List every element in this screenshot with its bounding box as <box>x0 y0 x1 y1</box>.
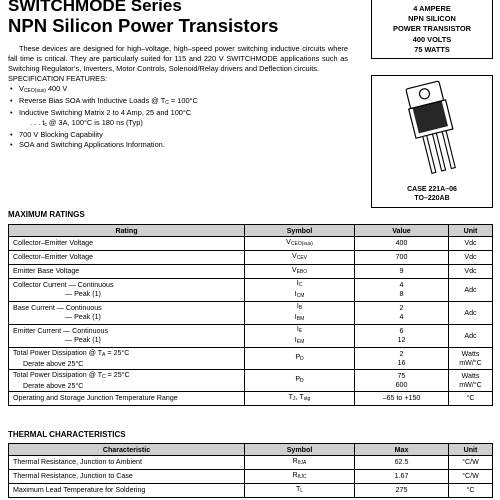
thermal-table <box>8 443 493 498</box>
value-line: 62.5 <box>394 458 409 466</box>
symbol-cell <box>245 237 355 251</box>
value-line: 600 <box>395 380 408 389</box>
spec-line: 75 WATTS <box>414 44 450 54</box>
unit-line: °C <box>466 394 475 402</box>
symbol-line: $P_D$ <box>295 353 304 362</box>
spec-line: NPN SILICON <box>408 14 456 24</box>
value-line: 700 <box>395 253 408 261</box>
feature-item: • $V_{CEO(sus)}$ 400 V <box>8 84 348 96</box>
unit-line: Vdc <box>464 267 477 275</box>
value-cell <box>355 348 449 370</box>
col-header: Characteristic <box>9 444 245 456</box>
unit-line: °C <box>466 486 475 494</box>
subscript: CEO(sus) <box>290 241 313 247</box>
value-cell <box>355 251 449 265</box>
unit-line: °C/W <box>462 458 479 466</box>
table-header-row <box>9 444 493 456</box>
symbol-line: $T_L$ <box>295 485 304 494</box>
subscript: J <box>293 396 296 402</box>
rating-line: Collector–Emitter Voltage <box>13 239 94 247</box>
symbol-line: $R_{\theta JA}$ <box>292 457 307 466</box>
description <box>8 44 348 150</box>
value-line: 400 <box>395 239 408 247</box>
rating-line: Derate above 25°C <box>23 359 84 368</box>
package-caption <box>372 185 492 203</box>
value-cell <box>355 302 449 325</box>
rating-line: Maximum Lead Temperature for Soldering <box>13 486 146 494</box>
rating-line: Total Power Dissipation @ $T_C = 25^\circ C$ <box>13 370 130 380</box>
unit-line: Adc <box>464 285 477 294</box>
title-product: NPN Silicon Power Transistors <box>8 15 279 36</box>
symbol-cell <box>245 302 355 325</box>
table-row <box>9 484 493 498</box>
unit-cell <box>449 251 493 265</box>
rating-cell <box>9 392 245 406</box>
symbol-line: $R_{\theta JC}$ <box>292 471 307 480</box>
unit-line: mW/°C <box>459 358 482 367</box>
case-number: CASE 221A–06 <box>407 186 457 193</box>
table-row <box>9 265 493 279</box>
unit-cell <box>449 348 493 370</box>
feature-item: • 700 V Blocking Capability <box>8 130 348 140</box>
rating-line: Base Current — Continuous <box>13 304 102 312</box>
value-cell <box>355 456 449 470</box>
value-cell <box>355 279 449 302</box>
rating-cell <box>9 484 245 498</box>
rating-line: Thermal Resistance, Junction to Case <box>13 472 133 480</box>
subscript: BM <box>296 316 305 322</box>
max-ratings-title: MAXIMUM RATINGS <box>8 210 85 219</box>
rating-line: — Peak (1) <box>65 290 101 298</box>
value-cell <box>355 484 449 498</box>
feature-item: • SOA and Switching Applications Information. <box>8 140 348 150</box>
unit-line: mW/°C <box>459 380 482 389</box>
col-header: Symbol <box>245 444 355 456</box>
rating-line: Thermal Resistance, Junction to Ambient <box>13 458 142 466</box>
value-line: 4 <box>399 313 404 321</box>
symbol-cell <box>245 456 355 470</box>
unit-cell <box>449 237 493 251</box>
symbol-cell <box>245 470 355 484</box>
symbol-line: $I_B$ <box>296 302 303 311</box>
rating-cell <box>9 370 245 392</box>
subscript: stg <box>303 396 311 402</box>
unit-line: Vdc <box>464 253 477 261</box>
feature-item: . . . $t_c$ @ 3A, 100°C is 180 ns (Typ) <box>30 118 143 128</box>
unit-line: Vdc <box>464 239 477 247</box>
value-cell <box>355 392 449 406</box>
subscript: θJA <box>297 460 307 466</box>
symbol-cell <box>245 370 355 392</box>
subscript: CEV <box>296 255 307 261</box>
unit-cell <box>449 470 493 484</box>
unit-cell <box>449 456 493 470</box>
subscript: CEO(sus) <box>23 88 46 94</box>
rating-cell <box>9 470 245 484</box>
value-line: 275 <box>395 486 408 494</box>
rating-line: Operating and Storage Junction Temperature Range <box>13 394 178 402</box>
symbol-line: $T_J$, $T_{stg}$ <box>288 393 311 402</box>
value-line: 8 <box>399 290 404 298</box>
subscript: EBO <box>296 269 308 275</box>
symbol-line: $V_{CEO(sus)}$ <box>286 238 313 247</box>
rating-line: Collector–Emitter Voltage <box>13 253 94 261</box>
symbol-cell <box>245 392 355 406</box>
value-line: 1.67 <box>394 472 409 480</box>
symbol-line: $I_{BM}$ <box>294 313 305 322</box>
rating-cell <box>9 237 245 251</box>
spec-line: 4 AMPERE <box>413 4 451 13</box>
rating-line: Emitter Base Voltage <box>13 267 80 275</box>
rating-line: Total Power Dissipation @ $T_A = 25^\circ C$ <box>13 348 130 358</box>
subscript: A <box>102 351 106 358</box>
symbol-cell <box>245 279 355 302</box>
feature-item: • Reverse Bias SOA with Inductive Loads @ $T_C = 100^\circ C$ <box>8 96 348 108</box>
spec-line: 400 VOLTS <box>412 34 452 44</box>
rating-cell <box>9 302 245 325</box>
unit-line: Adc <box>464 308 477 317</box>
symbol-cell <box>245 484 355 498</box>
table-row <box>9 237 493 251</box>
value-line: 9 <box>399 267 404 275</box>
table-row <box>9 348 493 370</box>
table-row <box>9 370 493 392</box>
unit-cell <box>449 279 493 302</box>
value-line: 16 <box>397 358 406 367</box>
symbol-line: $I_C$ <box>296 279 303 288</box>
unit-cell <box>449 265 493 279</box>
col-header: Rating <box>9 225 245 237</box>
unit-cell <box>449 302 493 325</box>
subscript: θJC <box>297 474 307 480</box>
rating-line: — Peak (1) <box>65 336 101 344</box>
table-row <box>9 325 493 348</box>
value-line: 75 <box>397 371 406 380</box>
subscript: C <box>165 100 169 106</box>
table-row <box>9 251 493 265</box>
symbol-line: $V_{EBO}$ <box>291 266 308 275</box>
value-cell <box>355 325 449 348</box>
table-header-row <box>9 225 493 237</box>
subscript: EM <box>296 339 305 345</box>
unit-line: Watts <box>461 349 480 358</box>
subscript: E <box>298 328 303 334</box>
rating-cell <box>9 265 245 279</box>
max-ratings-table <box>8 224 493 406</box>
unit-line: Watts <box>461 371 480 380</box>
unit-cell <box>449 370 493 392</box>
rating-line: — Peak (1) <box>65 313 101 321</box>
subscript: D <box>300 356 304 362</box>
unit-line: °C/W <box>462 472 479 480</box>
value-cell <box>355 237 449 251</box>
table-row <box>9 302 493 325</box>
subscript: L <box>300 488 304 494</box>
unit-cell <box>449 484 493 498</box>
symbol-line: $V_{CEV}$ <box>291 252 307 261</box>
rating-cell <box>9 251 245 265</box>
value-cell <box>355 470 449 484</box>
col-header: Unit <box>449 225 493 237</box>
features-heading: SPECIFICATION FEATURES: <box>8 74 108 83</box>
subscript: c <box>44 122 47 128</box>
table-row <box>9 279 493 302</box>
rating-line: Emitter Current — Continuous <box>13 327 109 335</box>
rating-cell <box>9 279 245 302</box>
subscript: C <box>298 282 303 288</box>
symbol-cell <box>245 348 355 370</box>
title-series: SWITCHMODE Series <box>8 0 182 15</box>
rating-line: Collector Current — Continuous <box>13 281 114 289</box>
symbol-line: $I_E$ <box>296 325 303 334</box>
symbol-line: $P_D$ <box>295 375 304 384</box>
symbol-line: $I_{EM}$ <box>294 336 305 345</box>
symbol-cell <box>245 251 355 265</box>
subscript: CM <box>296 293 305 299</box>
value-cell <box>355 265 449 279</box>
value-line: 6 <box>399 327 404 335</box>
subscript: C <box>102 373 106 380</box>
symbol-cell <box>245 265 355 279</box>
col-header: Symbol <box>245 225 355 237</box>
table-row <box>9 456 493 470</box>
unit-line: Adc <box>464 331 477 340</box>
col-header: Unit <box>449 444 493 456</box>
rating-cell <box>9 325 245 348</box>
spec-summary-box <box>371 0 493 59</box>
features-list <box>8 84 348 150</box>
thermal-title: THERMAL CHARACTERISTICS <box>8 430 126 439</box>
value-line: 12 <box>397 336 406 344</box>
table-row <box>9 392 493 406</box>
rating-line: Derate above 25°C <box>23 381 84 390</box>
rating-cell <box>9 456 245 470</box>
package-box <box>371 75 493 208</box>
value-line: 2 <box>399 349 404 358</box>
value-line: 2 <box>399 304 404 312</box>
col-header: Max <box>355 444 449 456</box>
spec-line: POWER TRANSISTOR <box>393 24 471 34</box>
rating-cell <box>9 348 245 370</box>
package-name: TO–220AB <box>414 195 450 202</box>
to220-package-illustration <box>372 78 492 178</box>
feature-item: • Inductive Switching Matrix 2 to 4 Amp, 25 and 100°C <box>8 108 348 118</box>
value-line: 4 <box>399 281 404 289</box>
description-paragraph: These devices are designed for high–voltage, high–speed power switching inductive circuits where fall time is critical. They are particularly suited for 115 and 220 V SWITCHMODE applications such as Switching Regulator’s, Inverters, Motor Controls, Solenoid/Relay drivers and Deflection circuits. <box>8 44 348 73</box>
unit-cell <box>449 392 493 406</box>
table-row <box>9 470 493 484</box>
subscript: B <box>298 305 303 311</box>
symbol-line: $I_{CM}$ <box>294 290 305 299</box>
subscript: D <box>300 378 304 384</box>
value-cell <box>355 370 449 392</box>
unit-cell <box>449 325 493 348</box>
col-header: Value <box>355 225 449 237</box>
symbol-cell <box>245 325 355 348</box>
value-line: –65 to +150 <box>382 394 421 402</box>
